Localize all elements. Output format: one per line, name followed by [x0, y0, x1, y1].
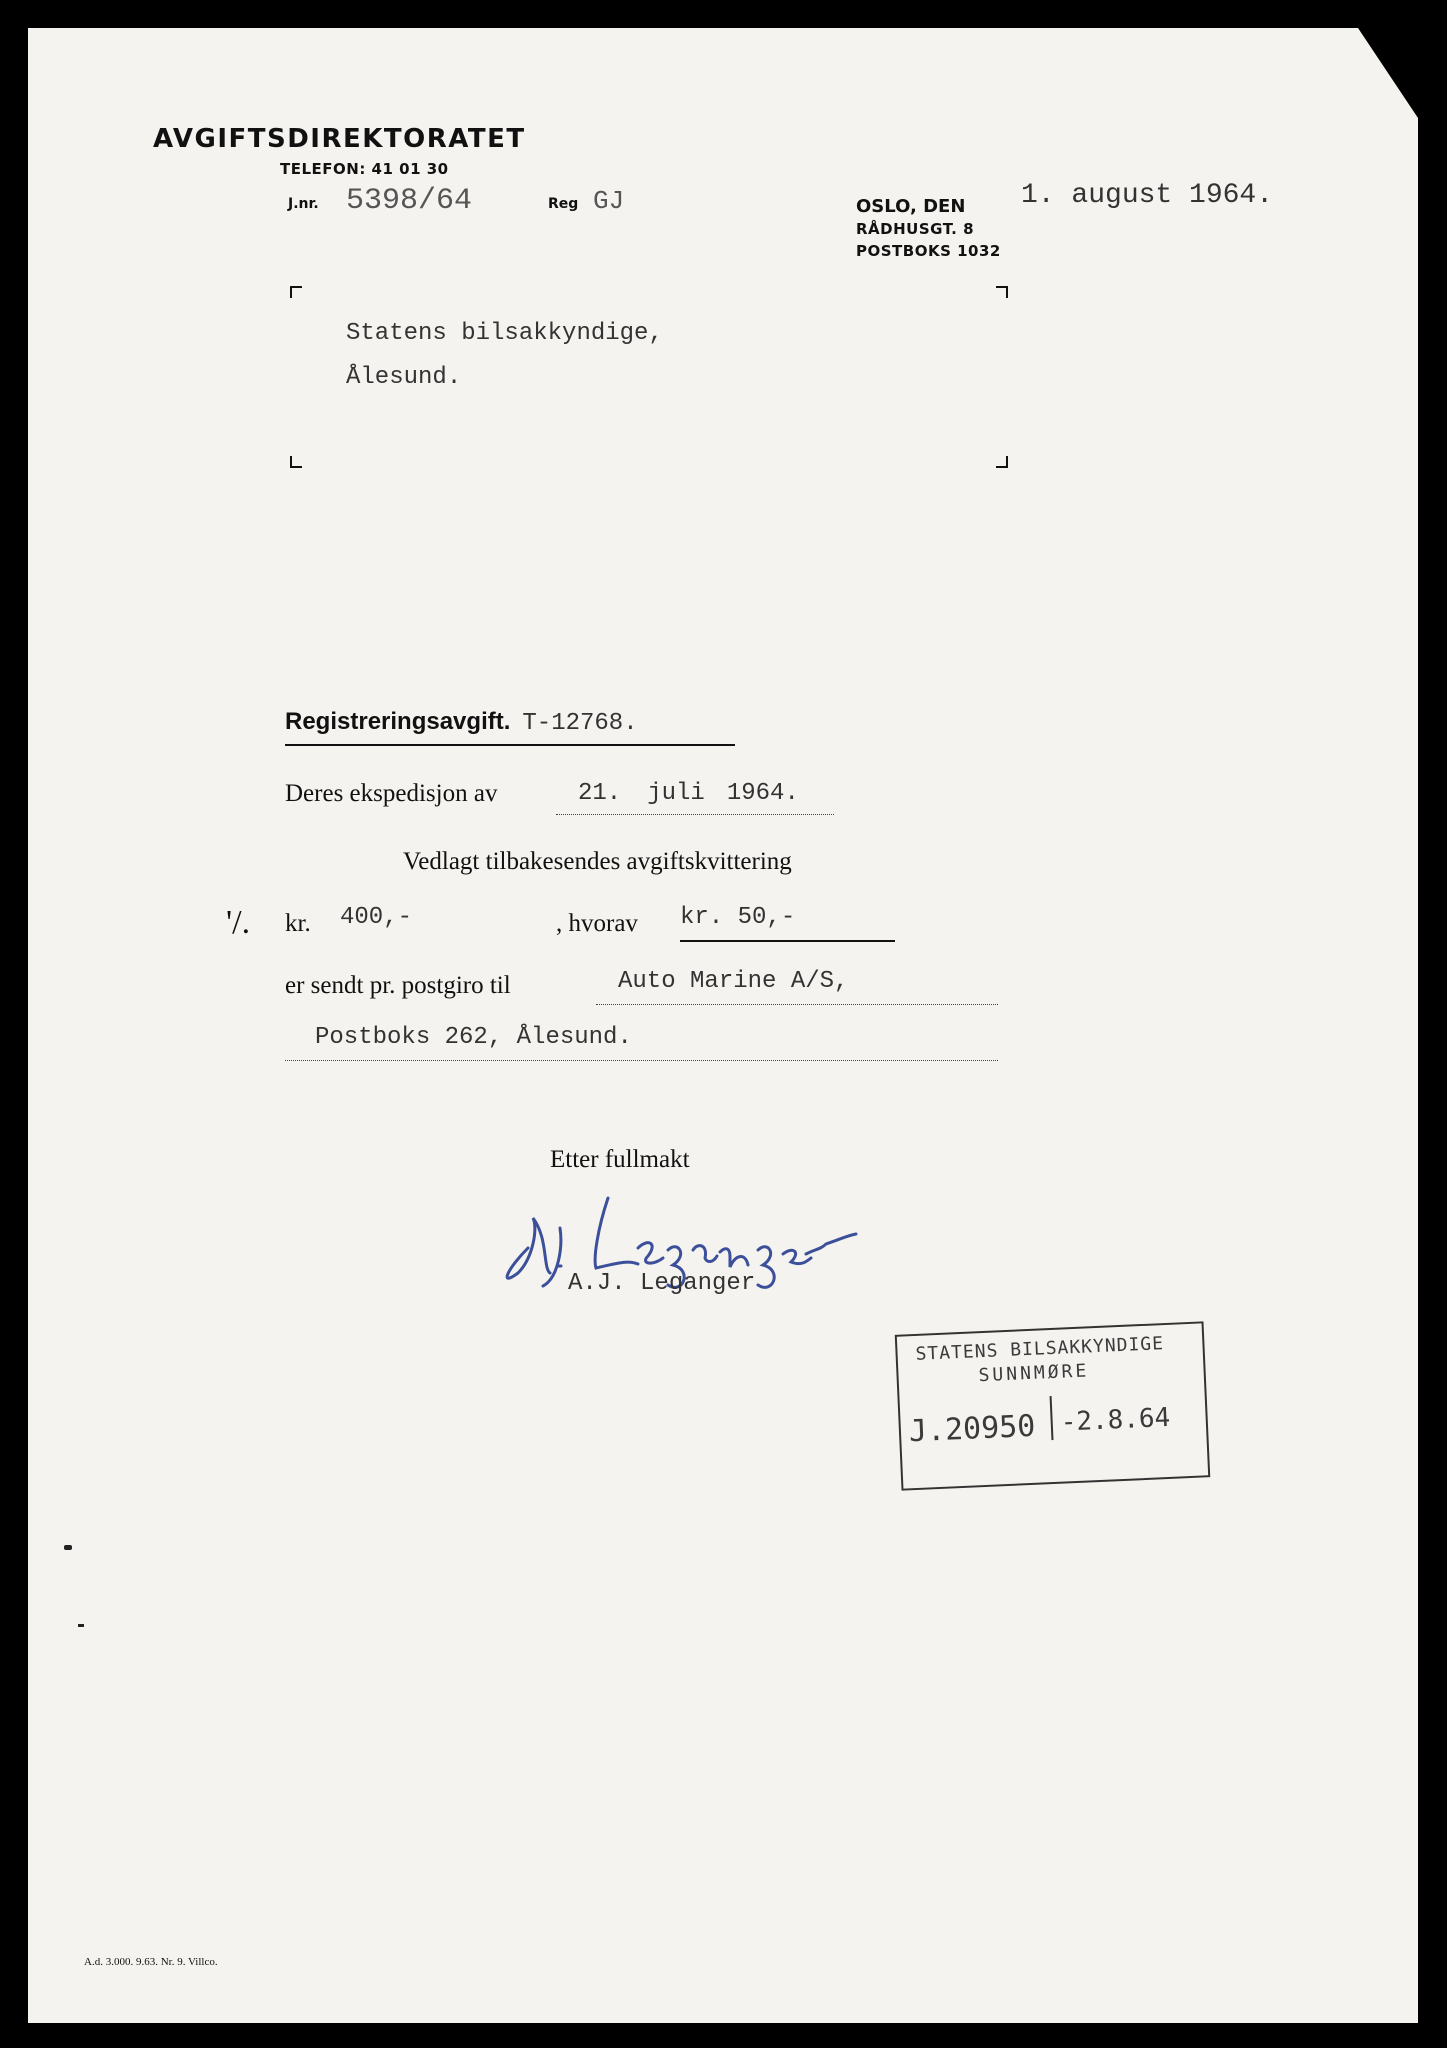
- recipient-line-1: Statens bilsakkyndige,: [346, 320, 663, 347]
- stamp-region: SUNNMØRE: [978, 1360, 1090, 1387]
- document-page: [28, 28, 1418, 2023]
- payee-address: Postboks 262, Ålesund.: [315, 1024, 632, 1051]
- hvorav-field: [680, 904, 895, 942]
- reg-label: Reg: [548, 196, 579, 212]
- stamp-journal-number: J.20950: [908, 1408, 1037, 1450]
- postbox-address: POSTBOKS 1032: [856, 242, 1001, 260]
- expedition-year: 1964.: [726, 780, 799, 807]
- jnr-label: J.nr.: [288, 196, 319, 212]
- sent-label: er sendt pr. postgiro til: [285, 972, 511, 999]
- kr-value: 400,-: [340, 904, 413, 931]
- stamp-office: STATENS BILSAKKYNDIGE: [915, 1333, 1165, 1365]
- letter-date: 1. august 1964.: [1021, 180, 1274, 211]
- letterhead-org: AVGIFTSDIREKTORATET: [153, 124, 526, 154]
- letterhead-telefon: TELEFON: 41 01 30: [280, 160, 449, 178]
- authority-text: Etter fullmakt: [550, 1146, 690, 1173]
- expedition-month: juli: [647, 780, 705, 807]
- street-address: RÅDHUSGT. 8: [856, 220, 975, 238]
- enclosed-text: Vedlagt tilbakesendes avgiftskvittering: [403, 848, 792, 875]
- address-corner-mark: [996, 456, 1008, 468]
- recipient-line-2: Ålesund.: [346, 364, 462, 391]
- stamp-date: -2.8.64: [1060, 1402, 1171, 1438]
- jnr-value: 5398/64: [346, 184, 473, 218]
- margin-speck: [64, 1545, 72, 1550]
- stamp-divider: [1050, 1396, 1054, 1440]
- payee-field: [596, 968, 998, 1005]
- expedition-date-field: [556, 780, 834, 815]
- subject-line: [285, 708, 735, 746]
- typed-signatory-name: A.J. Leganger: [568, 1270, 756, 1297]
- expedition-day: 21.: [578, 780, 622, 807]
- hvorav-label: , hvorav: [556, 910, 638, 937]
- kr-label: kr.: [285, 910, 311, 937]
- address-corner-mark: [290, 286, 302, 298]
- margin-speck: [78, 1624, 84, 1627]
- subject-label: Registreringsavgift.: [285, 708, 511, 735]
- reg-value: GJ: [593, 186, 625, 216]
- received-stamp: [895, 1321, 1211, 1490]
- subject-value: T-12768.: [522, 710, 638, 737]
- print-footer: A.d. 3.000. 9.63. Nr. 9. Villco.: [84, 1956, 218, 1968]
- address-corner-mark: [996, 286, 1008, 298]
- address-corner-mark: [290, 456, 302, 468]
- expedition-label: Deres ekspedisjon av: [285, 780, 498, 807]
- hvorav-value: kr. 50,-: [680, 904, 796, 931]
- payee-address-field: [285, 1024, 998, 1061]
- folded-corner: [1358, 28, 1418, 118]
- margin-mark: '/.: [226, 904, 251, 941]
- payee-name: Auto Marine A/S,: [618, 968, 849, 995]
- city-label: OSLO, DEN: [856, 196, 966, 217]
